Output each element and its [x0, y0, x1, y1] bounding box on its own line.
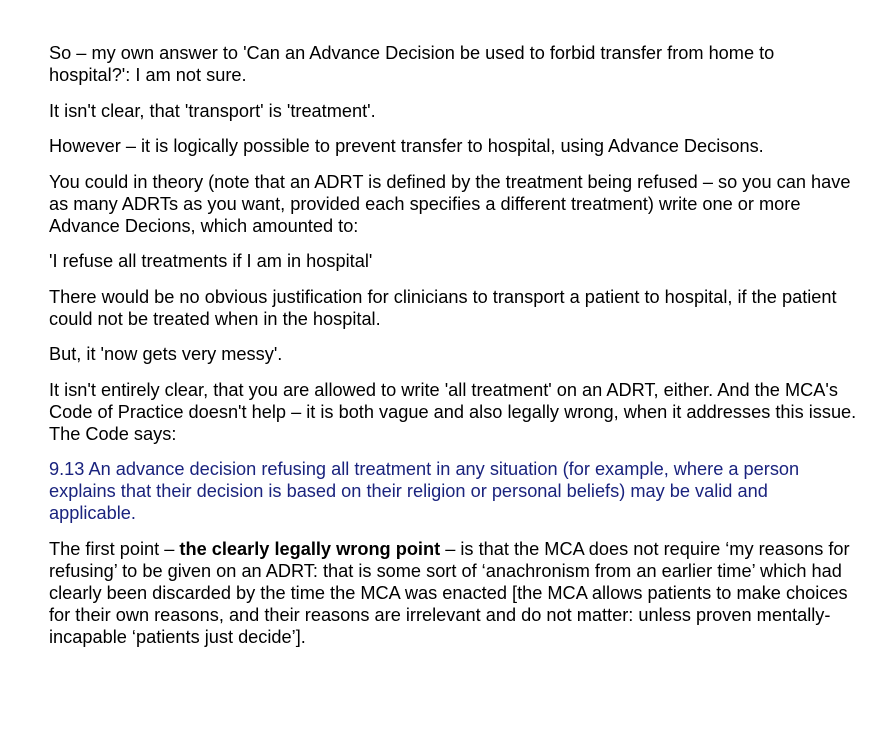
first-point-rest: – is that the MCA does not require ‘my reasons for refusing’ to be given on an ADRT: that is some sort of ‘anachronism from an earlier time’ which had clearly been discarded by the time the MCA was enacted [the MCA allows patients to make choices for their own reasons, and their reasons are irrelevant and do not matter: unless proven mentally-incapable ‘patients just decide’].	[49, 538, 850, 647]
paragraph-first-point	[49, 538, 859, 648]
paragraph-all-treatment: It isn't entirely clear, that you are allowed to write 'all treatment' on an ADRT, either. And the MCA's Code of Practice doesn't help – it is both vague and also legally wrong, when it addresses this issue. The Code says:	[49, 379, 857, 444]
first-point-bold: the clearly legally wrong point	[179, 538, 441, 559]
paragraph-messy: But, it 'now gets very messy'.	[49, 344, 283, 364]
first-point-intro: The first point –	[49, 538, 180, 559]
paragraph-answer: So – my own answer to 'Can an Advance Decision be used to forbid transfer from home to hospital?': I am not sure.	[49, 43, 775, 85]
paragraph-no-justification: There would be no obvious justification for clinicians to transport a patient to hospital, if the patient could not be treated when in the hospital.	[49, 286, 837, 329]
paragraph-logically-possible: However – it is logically possible to prevent transfer to hospital, using Advance Decisons.	[49, 136, 764, 156]
document-body	[49, 42, 859, 661]
code-of-practice-quote: 9.13 An advance decision refusing all treatment in any situation (for example, where a person explains that their decision is based on their religion or personal beliefs) may be valid and applicable.	[49, 459, 800, 523]
paragraph-transport: It isn't clear, that 'transport' is 'treatment'.	[49, 100, 376, 121]
paragraph-refuse-quote: 'I refuse all treatments if I am in hospital'	[49, 251, 373, 271]
paragraph-in-theory: You could in theory (note that an ADRT is defined by the treatment being refused – so you can have as many ADRTs as you want, provided each specifies a different treatment) write one or more Advance Decions, which amounted to:	[49, 171, 851, 236]
